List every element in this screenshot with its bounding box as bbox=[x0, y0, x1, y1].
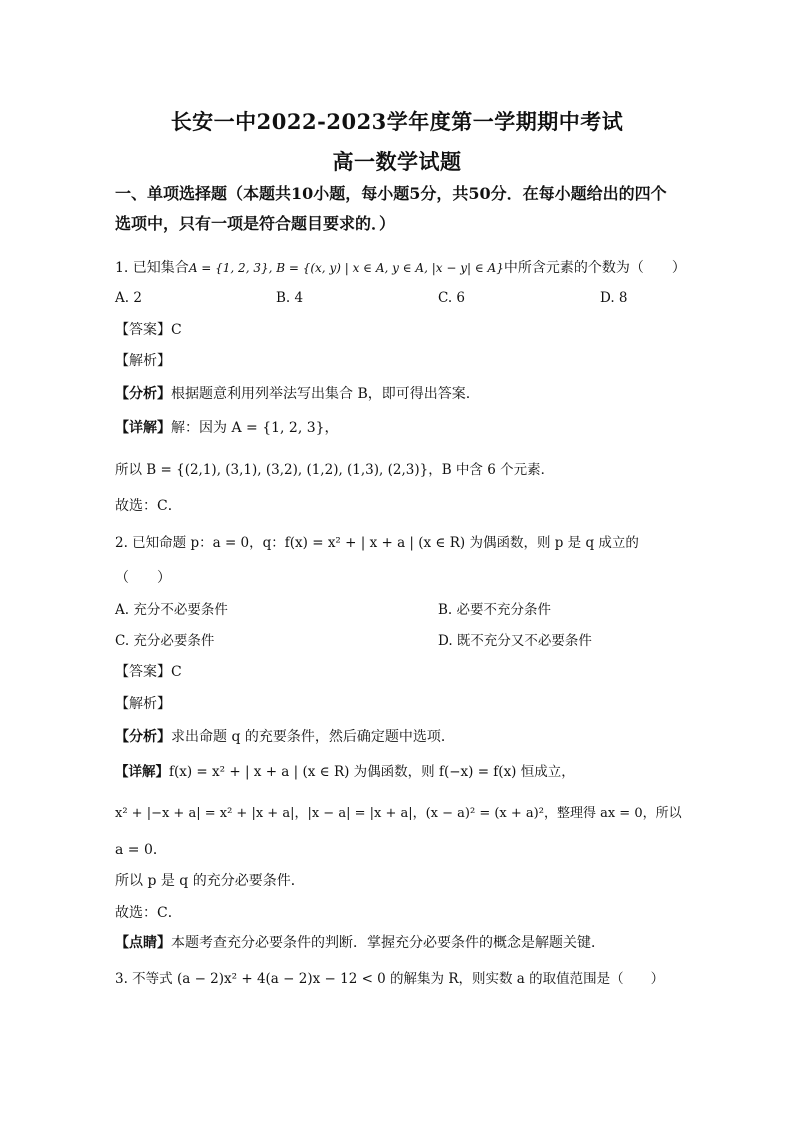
q1-guxuan: 故选：C． bbox=[115, 498, 182, 514]
q1-suffix: 中所含元素的个数为（ ） bbox=[503, 260, 686, 276]
q2-fenxi bbox=[115, 727, 694, 747]
q1-option-c: C. 6 bbox=[438, 290, 466, 306]
q1-option-d: D. 8 bbox=[600, 290, 628, 306]
q1-fenxi-text: 根据题意利用列举法写出集合 B，即可得出答案. bbox=[171, 386, 471, 402]
q2-fenxi-text: 求出命题 q 的充要条件，然后确定题中选项． bbox=[171, 729, 455, 745]
q2-dianjing-text: 本题考查充分必要条件的判断．掌握充分必要条件的概念是解题关键． bbox=[171, 935, 605, 951]
q1-set-a: A = {1, 2, 3} bbox=[188, 261, 269, 275]
q2-dianjing-label: 【点睛】 bbox=[115, 935, 171, 951]
q1-stem bbox=[115, 258, 694, 278]
exam-title: 长安一中2022-2023学年度第一学期期中考试 bbox=[170, 109, 624, 134]
q2-guxuan: 故选：C． bbox=[115, 905, 182, 921]
exam-subtitle: 高一数学试题 bbox=[332, 149, 462, 174]
q1-fenxi bbox=[115, 384, 694, 404]
q1-jiexi: 【解析】 bbox=[115, 353, 171, 369]
q1-xiangjie-text: 解：因为 A = {1, 2, 3}， bbox=[171, 420, 339, 436]
q2-option-a: A. 充分不必要条件 bbox=[115, 602, 228, 618]
q2-stem: 2. 已知命题 p：a = 0，q：f(x) = x² + | x + a | (x ∈ R) 为偶函数，则 p 是 q 成立的 bbox=[115, 535, 639, 551]
q2-option-d: D. 既不充分又不必要条件 bbox=[438, 633, 592, 649]
q2-paren: （ ） bbox=[115, 570, 171, 586]
q1-set-b: , B = {(x, y) | x ∈ A, y ∈ A, |x − y| ∈ A} bbox=[268, 261, 504, 275]
q1-option-b: B. 4 bbox=[276, 290, 304, 306]
q1-prefix: 1. 已知集合 bbox=[115, 260, 189, 276]
q2-option-b: B. 必要不充分条件 bbox=[438, 602, 552, 618]
section-heading-line1: 一、单项选择题（本题共10小题，每小题5分，共50分．在每小题给出的四个 bbox=[115, 184, 667, 203]
q1-xiangjie bbox=[115, 418, 694, 438]
q2-answer: 【答案】C bbox=[115, 664, 182, 680]
q1-suoyi: 所以 B = {(2,1), (3,1), (3,2), (1,2), (1,3), (2,3)}，B 中含 6 个元素． bbox=[115, 462, 555, 478]
q2-suoyi: 所以 p 是 q 的充分必要条件． bbox=[115, 873, 305, 889]
q1-xiangjie-label: 【详解】 bbox=[115, 420, 171, 436]
section-heading-line2: 选项中，只有一项是符合题目要求的．） bbox=[115, 214, 396, 233]
q1-answer: 【答案】C bbox=[115, 322, 182, 338]
q2-xiangjie-label: 【详解】 bbox=[115, 764, 169, 780]
q2-fenxi-label: 【分析】 bbox=[115, 729, 171, 745]
q2-option-c: C. 充分必要条件 bbox=[115, 633, 215, 649]
q2-jiexi: 【解析】 bbox=[115, 696, 171, 712]
q2-xiangjie bbox=[115, 762, 694, 782]
q1-fenxi-label: 【分析】 bbox=[115, 386, 171, 402]
q1-option-a: A. 2 bbox=[115, 290, 142, 306]
q2-equation-line2: a = 0． bbox=[115, 842, 167, 858]
q3-stem: 3. 不等式 (a − 2)x² + 4(a − 2)x − 12 < 0 的解集为 R，则实数 a 的取值范围是（ ） bbox=[115, 971, 665, 987]
q2-xiangjie-text: f(x) = x² + | x + a | (x ∈ R) 为偶函数，则 f(−x) = f(x) 恒成立， bbox=[169, 764, 575, 780]
q2-dianjing bbox=[115, 933, 694, 953]
q2-equation-line: x² + |−x + a| = x² + |x + a|，|x − a| = |x + a|，(x − a)² = (x + a)²，整理得 ax = 0，所以 bbox=[115, 806, 682, 821]
